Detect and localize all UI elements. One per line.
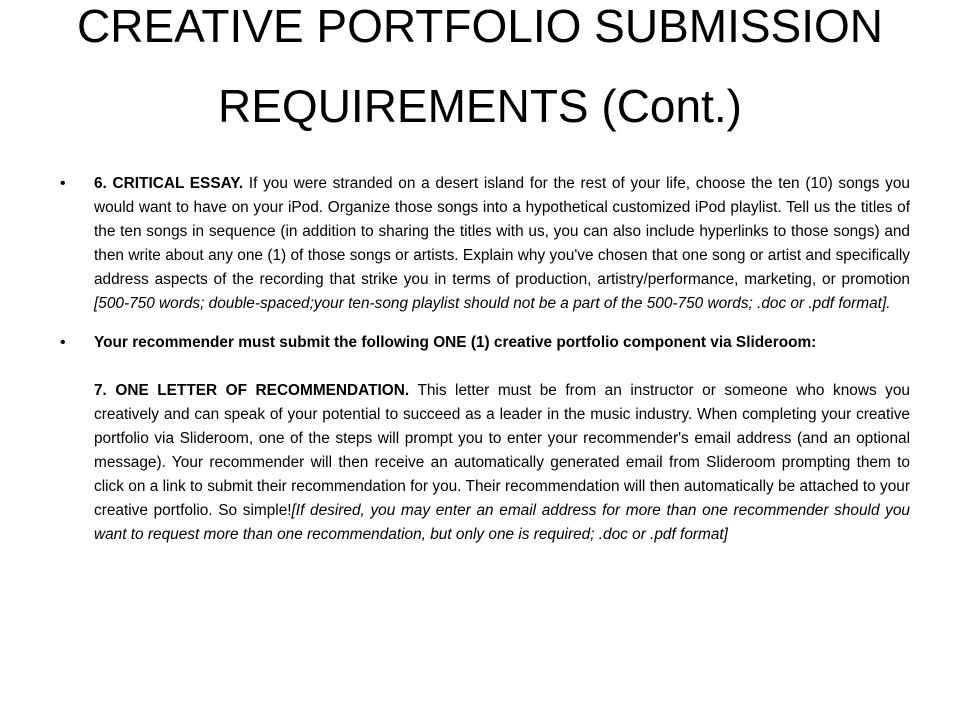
bullet-icon: • <box>60 333 66 351</box>
title-line-2: REQUIREMENTS (Cont.) <box>218 80 742 132</box>
list-item-recommendation <box>60 331 910 548</box>
item-note: [If desired, you may enter an email address for more than one recommender should you want to request more than one recommendation, but only one is required; .doc or .pdf format] <box>94 502 910 544</box>
item-heading: 6. CRITICAL ESSAY. <box>94 175 244 192</box>
slide-title <box>40 0 920 146</box>
item-intro: Your recommender must submit the following ONE (1) creative portfolio component via Slideroom: <box>94 333 817 351</box>
bullet-list <box>60 172 910 547</box>
item-spacer <box>94 355 910 379</box>
list-item-critical-essay <box>60 172 910 317</box>
item-text: This letter must be from an instructor or someone who knows you creatively and can speak of your potential to succeed as a leader in the music industry. When completing your creative portfolio via Slideroom, one of the steps will prompt you to enter your recommender's email address (and an optional message). Your recommender will then receive an automatically generated email from Slideroom prompting them to click on a link to submit their recommendation for you. Their recommendation will then automatically be attached to your creative portfolio. So simple! <box>94 381 910 520</box>
item-text: If you were stranded on a desert island for the rest of your life, choose the ten (10) songs you would want to have on your iPod. Organize those songs into a hypothetical customized iPod playlist. Tell us the titles of the ten songs in sequence (in addition to sharing the titles with us, you can also include hyperlinks to those songs) and then write about any one (1) of those songs or artists. Explain why you've chosen that one song or artist and specifically address aspects of the recording that strike you in terms of production, artistry/performance, marketing, or promotion <box>94 175 910 289</box>
title-line-1: CREATIVE PORTFOLIO SUBMISSION <box>77 0 883 52</box>
item-note: [500-750 words; double-spaced;your ten-song playlist should not be a part of the 500-750 words; .doc or .pdf format]. <box>94 295 891 313</box>
bullet-icon: • <box>60 175 66 192</box>
item-heading: 7. ONE LETTER OF RECOMMENDATION. <box>94 381 410 399</box>
